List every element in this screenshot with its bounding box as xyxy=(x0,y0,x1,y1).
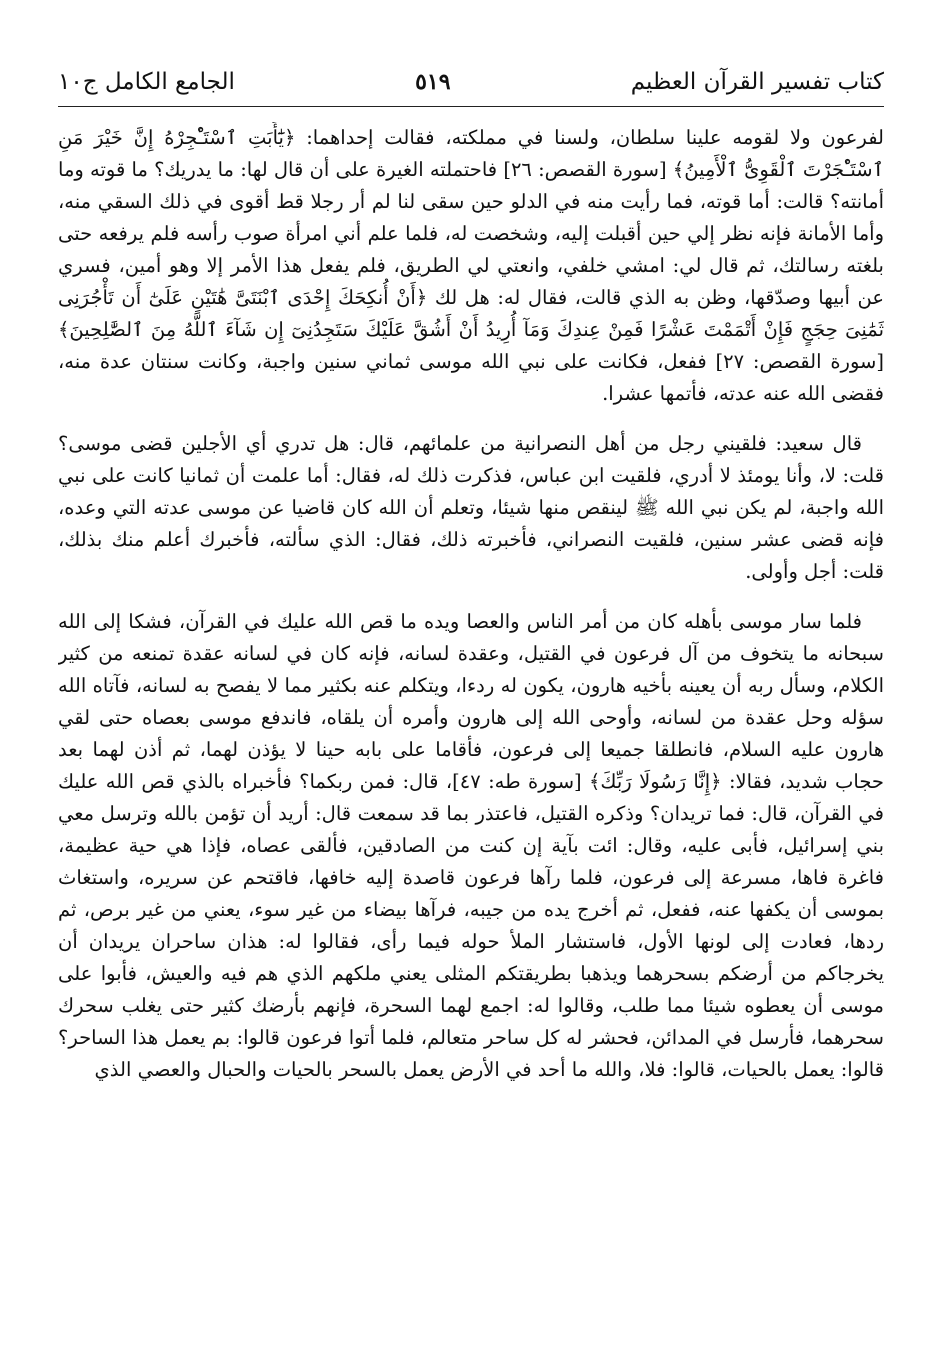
paragraph: قال سعيد: فلقيني رجل من أهل النصرانية من علمائهم، قال: هل تدري أي الأجلين قضى موسى؟ قلت: لا، وأنا يومئذ لا أدري، فلقيت ابن عباس، فذكرت ذلك له، فقال: أما علمت أن ثمانيا كانت على نبي الله واجبة، لم يكن نبي الله ﷺ لينقص منها شيئا، وتعلم أن الله كان قاضيا عن موسى عدته التي وعده، فإنه قضى عشر سنين، فلقيت النصراني، فأخبرته ذلك، فقال: الذي سألته، فأخبرك أعلم منك بذلك، قلت: أجل وأولى. xyxy=(58,432,884,583)
volume-title: الجامع الكامل ج١٠ xyxy=(58,69,235,95)
header-divider xyxy=(58,106,884,107)
page-header xyxy=(58,62,884,102)
page-number: ٥١٩ xyxy=(415,69,451,95)
paragraph: لفرعون ولا لقومه علينا سلطان، ولسنا في مملكته، فقالت إحداهما: ﴿يَٰٓأَبَتِ ٱسْتَـْٔجِرْهُ إِنَّ خَيْرَ مَنِ ٱسْتَـْٔجَرْتَ ٱلْقَوِىُّ ٱلْأَمِينُ﴾ [سورة القصص: ٢٦] فاحتملته الغيرة على أن قال لها: ما يدريك؟ ما قوته وما أمانته؟ قالت: أما قوته، فما رأيت منه في الدلو حين سقى لنا لم أر رجلا قط أقوى في ذلك السقي منه، وأما الأمانة فإنه نظر إلي حين أقبلت إليه، وشخصت له، فلما علم أني امرأة صوب رأسه فلم يرفعه حتى بلغته رسالتك، ثم قال لي: امشي خلفي، وانعتي لي الطريق، فلم يفعل هذا الأمر إلا وهو أمين، فسري عن أبيها وصدّقها، وظن به الذي قالت، فقال له: هل لك ﴿أَنْ أُنكِحَكَ إِحْدَى ٱبْنَتَىَّ هَٰتَيْنِ عَلَىٰٓ أَن تَأْجُرَنِى ثَمَٰنِىَ حِجَجٍ فَإِنْ أَتْمَمْتَ عَشْرًا فَمِنْ عِندِكَ وَمَآ أُرِيدُ أَنْ أَشُقَّ عَلَيْكَ سَتَجِدُنِىٓ إِن شَآءَ ٱللَّهُ مِنَ ٱلصَّٰلِحِينَ﴾ [سورة القصص: ٢٧] ففعل، فكانت على نبي الله موسى ثماني سنين واجبة، وكانت سنتان عدة منه، فقضى الله عنه عدته، فأتمها عشرا. xyxy=(58,126,884,405)
body-text xyxy=(58,122,884,1349)
paragraph: فلما سار موسى بأهله كان من أمر الناس والعصا ويده ما قص الله عليك في القرآن، فشكا إلى الله سبحانه ما يتخوف من آل فرعون في القتيل، وعقدة لسانه، فإنه كان في لسانه عقدة تمنعه من كثير الكلام، وسأل ربه أن يعينه بأخيه هارون، يكون له ردءا، ويتكلم عنه بكثير مما لا يفصح به لسانه، فآتاه الله سؤله وحل عقدة من لسانه، وأوحى الله إلى هارون وأمره أن يلقاه، فاندفع موسى بعصاه حتى لقي هارون عليه السلام، فانطلقا جميعا إلى فرعون، فأقاما على بابه حينا لا يؤذن لهما، ثم أذن لهما بعد حجاب شديد، فقالا: ﴿إِنَّا رَسُولَا رَبِّكَ﴾ [سورة طه: ٤٧]، قال: فمن ربكما؟ فأخبراه بالذي قص الله عليك في القرآن، قال: فما تريدان؟ وذكره القتيل، فاعتذر بما قد سمعت قال: أريد أن تؤمن بالله وترسل معي بني إسرائيل، فأبى عليه، وقال: ائت بآية إن كنت من الصادقين، فألقى عصاه، فإذا هي حية عظيمة، فاغرة فاها، مسرعة إلى فرعون، فلما رآها فرعون قاصدة إليه خافها، فاقتحم عن سريره، واستغاث بموسى أن يكفها عنه، ففعل، ثم أخرج يده من جيبه، فرآها بيضاء من غير سوء، يعني من غير برص، ثم ردها، فعادت إلى لونها الأول، فاستشار الملأ حوله فيما رأى، فقالوا له: هذان ساحران يريدان أن يخرجاكم من أرضكم بسحرهما ويذهبا بطريقتكم المثلى يعني ملكهم الذي هم فيه والعيش، فأبوا على موسى أن يعطوه شيئا مما طلب، وقالوا له: اجمع لهما السحرة، فإنهم بأرضك كثير حتى يغلب سحرك سحرهما، فأرسل في المدائن، فحشر له كل ساحر متعالم، فلما أتوا فرعون قالوا: بم يعمل هذا الساحر؟ قالوا: يعمل بالحيات، قالوا: فلا، والله ما أحد في الأرض يعمل بالسحر بالحيات والحبال والعصي الذي xyxy=(58,610,884,1081)
book-title: كتاب تفسير القرآن العظيم xyxy=(630,69,884,95)
